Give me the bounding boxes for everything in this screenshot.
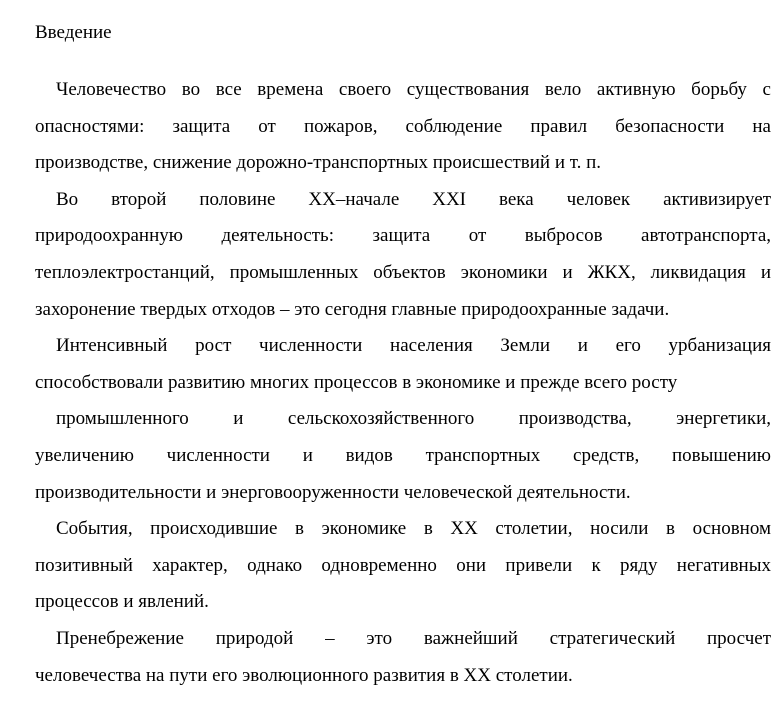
paragraph-5: [14, 511, 771, 621]
text-line: увеличению численности и видов транспортных средств, повышению: [35, 444, 771, 466]
text-line: Пренебрежение природой – это важнейший стратегический просчет: [56, 627, 771, 649]
text-line: События, происходившие в экономике в XX столетии, носили в основном: [56, 518, 771, 540]
paragraph-3: [14, 328, 771, 401]
text-line: захоронение твердых отходов – это сегодня главные природоохранные задачи.: [35, 298, 670, 320]
document-body: [14, 72, 771, 694]
paragraph-1: [14, 72, 771, 182]
text-line: природоохранную деятельность: защита от выбросов автотранспорта,: [35, 225, 771, 247]
paragraph-6: [14, 621, 771, 694]
document-title: Введение: [35, 22, 112, 43]
text-line: способствовали развитию многих процессов в экономике и прежде всего росту: [35, 371, 678, 393]
paragraph-2: [14, 182, 771, 328]
text-line: Человечество во все времена своего существования вело активную борьбу с: [56, 79, 771, 100]
text-line: промышленного и сельскохозяйственного производства, энергетики,: [56, 408, 771, 430]
paragraph-4: [14, 401, 771, 511]
text-line: опасностями: защита от пожаров, соблюдение правил безопасности на: [35, 115, 771, 137]
text-line: Интенсивный рост численности населения Земли и его урбанизация: [56, 335, 771, 357]
text-line: человечества на пути его эволюционного развития в XX столетии.: [35, 664, 573, 686]
text-line: позитивный характер, однако одновременно они привели к ряду негативных: [35, 554, 771, 576]
text-line: производстве, снижение дорожно-транспортных происшествий и т. п.: [35, 152, 602, 174]
text-line: процессов и явлений.: [35, 591, 209, 613]
text-line: Во второй половине XX–начале XXI века человек активизирует: [56, 188, 771, 210]
text-line: производительности и энерговооруженности человеческой деятельности.: [35, 481, 631, 503]
text-line: теплоэлектростанций, промышленных объектов экономики и ЖКХ, ликвидация и: [35, 261, 771, 283]
